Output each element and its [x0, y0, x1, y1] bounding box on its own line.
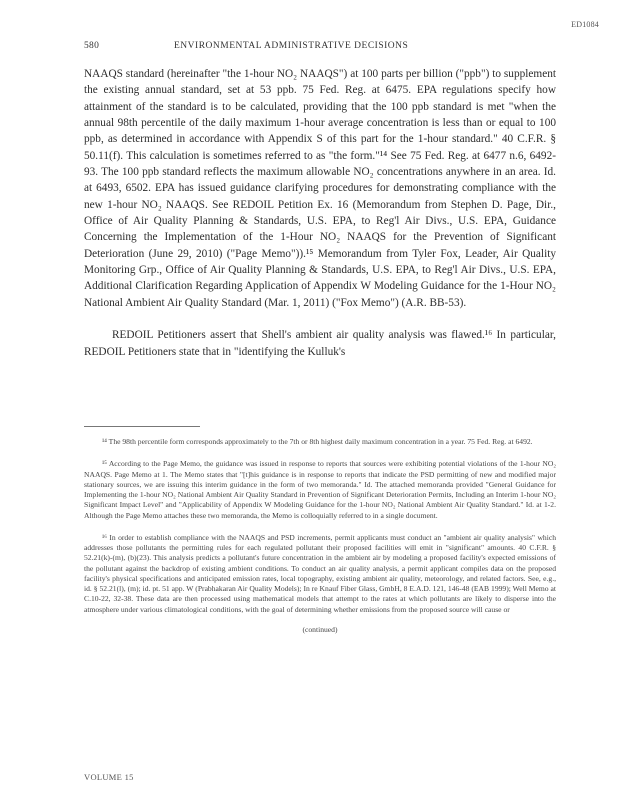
- continued-marker: (continued): [302, 624, 338, 634]
- footnote-16: ¹⁶ In order to establish compliance with the NAAQS and PSD increments, permit applicants must conduct an "ambient air quality analysis" which addresses those pollutants the permitting rules for each regulated pollutant their proposed facilities will emit in "significant" amounts. 40 C.F.R. § 52.21(k)-(m), (b)(23). This analysis predicts a pollutant's future concentration in the ambient air by modeling a proposed facility's expected emissions of the pollutant against the backdrop of existing ambient conditions. To conduct an air quality analysis, a permit applicant compiles data on the proposed facility's physical specifications and anticipated emission rates, local topography, existing ambient air quality, meteorology, and related factors. See, e.g., id. § 52.21(l), (m); id. pt. 51 app. W (Prabhakaran Air Quality Models); In re Knauf Fiber Glass, GmbH, 8 E.A.D. 121, 146-48 (EAB 1999); Well Memo at C.10-22, 32-38. These data are then processed using mathematical models that attempt to the rates at which pollutants are likely to disperse into the atmosphere under various climatological conditions, with the goal of determining whether emissions from the proposed source will cause or: [84, 532, 556, 614]
- body-paragraph-2: REDOIL Petitioners assert that Shell's ambient air quality analysis was flawed.¹⁶ In particular, REDOIL Petitioners state that in "identifying the Kulluk's: [84, 329, 556, 358]
- footnote-15: ¹⁵ According to the Page Memo, the guidance was issued in response to reports that sources were exhibiting potential violations of the 1-hour NO₂ NAAQS. Page Memo at 1. The Memo states that "[t]his guidance is in response to reports that indicate the PSD permitting of new and modified major stationary sources, we are issuing this interim guidance in the form of two memoranda." Id. The attached memoranda provided "General Guidance for Implementing the 1-hour NO₂ National Ambient Air Quality Standard in Prevention of Significant Deterioration Permits, Including an Interim 1-hour NO₂ Significant Impact Level" and "Applicability of Appendix W Modeling Guidance for the 1-hour NO₂ National Ambient Air Quality Standard." Id. at 1-2. Although the Page Memo attaches these two memoranda, the Memo is colloquially referred to in a single document.: [84, 459, 556, 520]
- volume-label: VOLUME 15: [84, 772, 134, 782]
- footnote-14: ¹⁴ The 98th percentile form corresponds approximately to the 7th or 8th highest daily maximum concentration in a year. 75 Fed. Reg. at 6492.: [102, 437, 533, 446]
- main-text: [84, 66, 556, 360]
- page-number: 580: [84, 41, 100, 51]
- footnote-separator: [84, 426, 200, 427]
- footnotes: [84, 437, 556, 635]
- case-identifier: ED1084: [571, 20, 599, 29]
- body-paragraph-1: NAAQS standard (hereinafter "the 1-hour NO₂ NAAQS") at 100 parts per billion ("ppb") to supplement the existing annual standard, set at 53 ppb. 75 Fed. Reg. at 6475. EPA regulations specify how attainment of the standard is to be calculated, providing that the 100 ppb standard is met "when the annual 98th percentile of the daily maximum 1-hour average concentration is less than or equal to 100 ppb, as determined in accordance with Appendix S of this part for the 1-hour standard." 40 C.F.R. § 50.11(f). This calculation is sometimes referred to as "the form."¹⁴ See 75 Fed. Reg. at 6477 n.6, 6492-93. The 100 ppb standard reflects the maximum allowable NO₂ concentrations anywhere in an area. Id. at 6493, 6502. EPA has issued guidance clarifying procedures for demonstrating compliance with the new 1-hour NO₂ NAAQS. See REDOIL Petition Ex. 16 (Memorandum from Stephen D. Page, Dir., Office of Air Quality Planning & Standards, U.S. EPA, to Reg'l Air Divs., U.S. EPA, Guidance Concerning the Implementation of the 1-Hour NO₂ NAAQS for the Prevention of Significant Deterioration (June 29, 2010) ("Page Memo")).¹⁵ Memorandum from Tyler Fox, Leader, Air Quality Monitoring Grp., Office of Air Quality Planning & Standards, U.S. EPA, to Reg'l Air Divs., U.S. EPA, Additional Clarification Regarding Application of Appendix W Modeling Guidance for the 1-Hour NO₂ National Ambient Air Quality Standard (Mar. 1, 2011) ("Fox Memo") (A.R. BB-53).: [84, 68, 556, 309]
- publication-title: ENVIRONMENTAL ADMINISTRATIVE DECISIONS: [174, 41, 409, 51]
